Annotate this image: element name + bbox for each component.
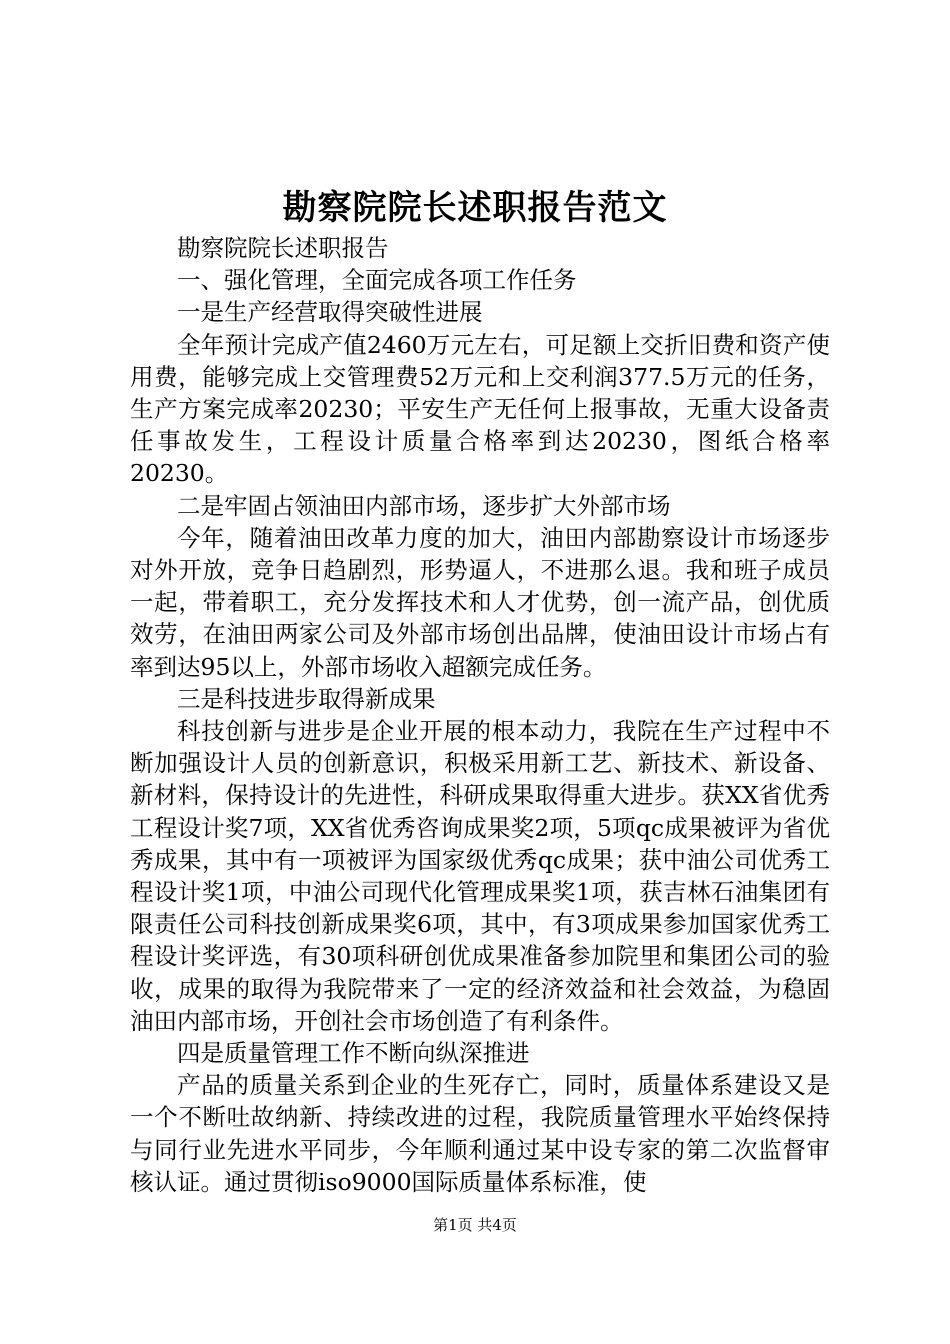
paragraph-subheading-4: 四是质量管理工作不断向纵深推进	[177, 1039, 530, 1068]
paragraph-subheading-2: 二是牢固占领油田内部市场，逐步扩大外部市场	[177, 491, 671, 520]
document-body	[130, 232, 830, 1198]
paragraph-body-2: 今年，随着油田改革力度的加大，油田内部勘察设计市场逐步对外开放，竞争日趋剧烈，形势逼人，不进那么退。我和班子成员一起，带着职工，充分发挥技术和人才优势，创一流产品，创优质效劳，在油田两家公司及外部市场创出品牌，使油田设计市场占有率到达95以上，外部市场收入超额完成任务。	[130, 523, 830, 681]
paragraph-subtitle: 勘察院院长述职报告	[177, 234, 389, 262]
paragraph-body-4: 产品的质量关系到企业的生死存亡，同时，质量体系建设又是一个不断吐故纳新、持续改进的过程，我院质量管理水平始终保持与同行业先进水平同步，今年顺利通过某中设专家的第二次监督审核认证。通过贯彻iso9000国际质量体系标准，使	[130, 1071, 830, 1196]
paragraph-section-heading: 一、强化管理，全面完成各项工作任务	[177, 266, 577, 295]
paragraph-subheading-1: 一是生产经营取得突破性进展	[177, 298, 483, 327]
page-number-footer: 第1页 共4页	[433, 1216, 517, 1234]
paragraph-body-1: 全年预计完成产值2460万元左右，可足额上交折旧费和资产使用费，能够完成上交管理费52万元和上交利润377.5万元的任务，生产方案完成率20230；平安生产无任何上报事故，无重大设备责任事故发生，工程设计质量合格率到达20230，图纸合格率20230。	[130, 330, 830, 488]
document-title: 勘察院院长述职报告范文	[282, 188, 668, 228]
paragraph-body-3: 科技创新与进步是企业开展的根本动力，我院在生产过程中不断加强设计人员的创新意识，积极采用新工艺、新技术、新设备、新材料，保持设计的先进性，科研成果取得重大进步。获XX省优秀工程设计奖7项，XX省优秀咨询成果奖2项，5项qc成果被评为省优秀成果，其中有一项被评为国家级优秀qc成果；获中油公司优秀工程设计奖1项，中油公司现代化管理成果奖1项，获吉林石油集团有限责任公司科技创新成果奖6项，其中，有3项成果参加国家优秀工程设计奖评选，有30项科研创优成果准备参加院里和集团公司的验收，成果的取得为我院带来了一定的经济效益和社会效益，为稳固油田内部市场，开创社会市场创造了有利条件。	[130, 717, 830, 1035]
paragraph-subheading-3: 三是科技进步取得新成果	[177, 684, 436, 713]
